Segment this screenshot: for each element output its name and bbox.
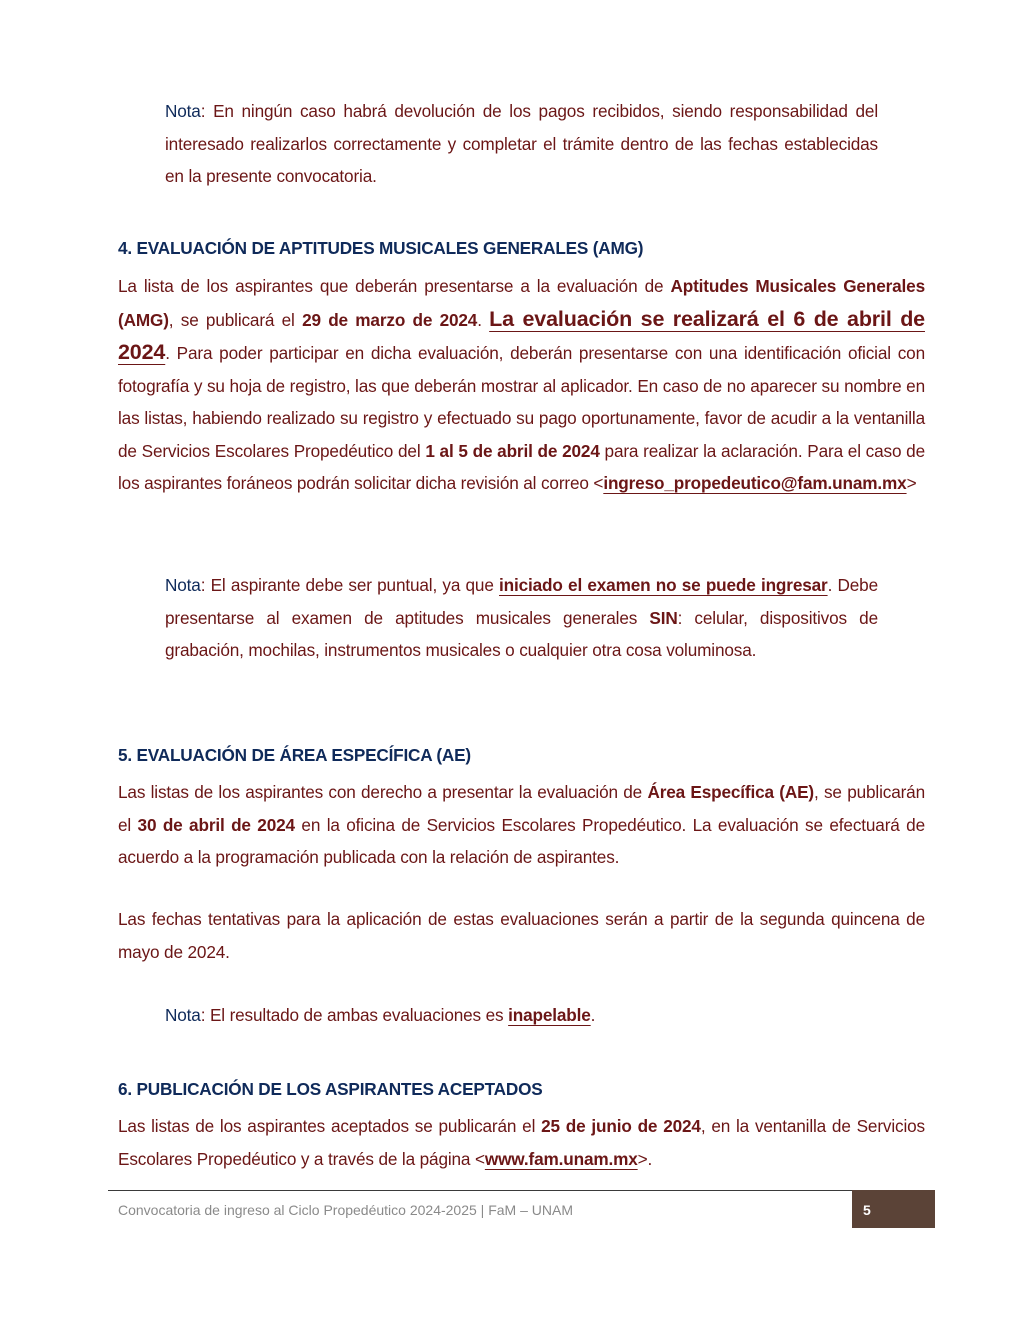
website-link[interactable]: www.fam.unam.mx: [484, 1148, 638, 1169]
text: en la oficina de Servicios Escolares Propedéutico. La evaluación se efectuará de acuerdo a la programación publicada con la relación de aspirantes.: [118, 814, 925, 867]
note-label: Nota: [165, 1005, 201, 1025]
note-punctuality: [165, 569, 878, 667]
underlined-inapelable: inapelable: [508, 1005, 591, 1025]
page-number: 5: [852, 1190, 935, 1228]
bold-date-ae: 30 de abril de 2024: [137, 814, 295, 835]
bold-area-especifica: Área Específica (AE): [647, 782, 815, 802]
text: . Debe presentarse al examen de aptitudes musicales generales: [165, 575, 878, 628]
bold-date-clarification: 1 al 5 de abril de 2024: [425, 440, 600, 461]
text: Las listas de los aspirantes aceptados se publicarán el: [118, 1116, 542, 1136]
bold-date-accepted: 25 de junio de 2024: [541, 1116, 701, 1136]
email-link[interactable]: ingreso_propedeutico@fam.unam.mx: [603, 473, 907, 493]
text: : celular, dispositivos de grabación, mochilas, instrumentos musicales o cualquier otra cosa voluminosa.: [165, 607, 878, 660]
note-payments: [165, 95, 878, 193]
footer-divider: [108, 1190, 853, 1191]
text: La lista de los aspirantes que deberán presentarse a la evaluación de: [118, 276, 671, 296]
text: .: [477, 309, 490, 330]
note-inapelable: [165, 999, 878, 1032]
highlight-evaluation-date: La evaluación se realizará el 6 de abril de 2024: [118, 306, 925, 364]
section-5-dates-paragraph: Las fechas tentativas para la aplicación de estas evaluaciones serán a partir de la segunda quincena de mayo de 2024.: [118, 909, 925, 962]
text: : El aspirante debe ser puntual, ya que: [200, 575, 500, 595]
section-5-heading: 5. EVALUACIÓN DE ÁREA ESPECÍFICA (AE): [118, 745, 471, 765]
text: para realizar la aclaración. Para el caso de los aspirantes foráneos podrán solicitar dicha revisión al correo <: [118, 440, 926, 493]
bold-aptitudes: Aptitudes Musicales Generales (AMG): [118, 276, 925, 330]
text: Las listas de los aspirantes con derecho a presentar la evaluación de: [118, 782, 648, 802]
bold-sin: SIN: [649, 607, 678, 628]
section-6-paragraph: [118, 1110, 925, 1175]
text: . Para poder participar en dicha evaluación, deberán presentarse con una identificación oficial con fotografía y su hoja de registro, las que deberán mostrar al aplicador. En caso de no aparecer su nombre en las listas, habiendo realizado su registro y efectuado su pago oportunamente, favor de acudir a la ventanilla de Servicios Escolares Propedéutico del: [118, 343, 925, 461]
section-4-paragraph: [118, 270, 925, 500]
section-4-heading: 4. EVALUACIÓN DE APTITUDES MUSICALES GENERALES (AMG): [118, 238, 644, 258]
footer-text: Convocatoria de ingreso al Ciclo Propedéutico 2024-2025 | FaM – UNAM: [118, 1202, 573, 1218]
underlined-no-entry: iniciado el examen no se puede ingresar: [499, 575, 828, 595]
note-label: Nota: [165, 575, 201, 595]
text: .: [590, 1005, 596, 1025]
text: , se publicarán el: [118, 782, 926, 835]
note-text: : En ningún caso habrá devolución de los pagos recibidos, siendo responsabilidad del interesado realizarlos correctamente y completar el trámite dentro de las fechas establecidas en la presente convocatoria.: [165, 101, 878, 186]
bold-date-publication: 29 de marzo de 2024: [302, 309, 478, 330]
section-5-paragraph: [118, 776, 925, 874]
text: >: [906, 473, 917, 493]
text: , se publicará el: [168, 309, 303, 330]
note-label: Nota: [165, 101, 201, 121]
section-6-heading: 6. PUBLICACIÓN DE LOS ASPIRANTES ACEPTADOS: [118, 1079, 543, 1099]
text: : El resultado de ambas evaluaciones es: [200, 1005, 509, 1025]
text: >.: [637, 1148, 653, 1169]
text: , en la ventanilla de Servicios Escolares Propedéutico y a través de la página <: [118, 1116, 925, 1169]
